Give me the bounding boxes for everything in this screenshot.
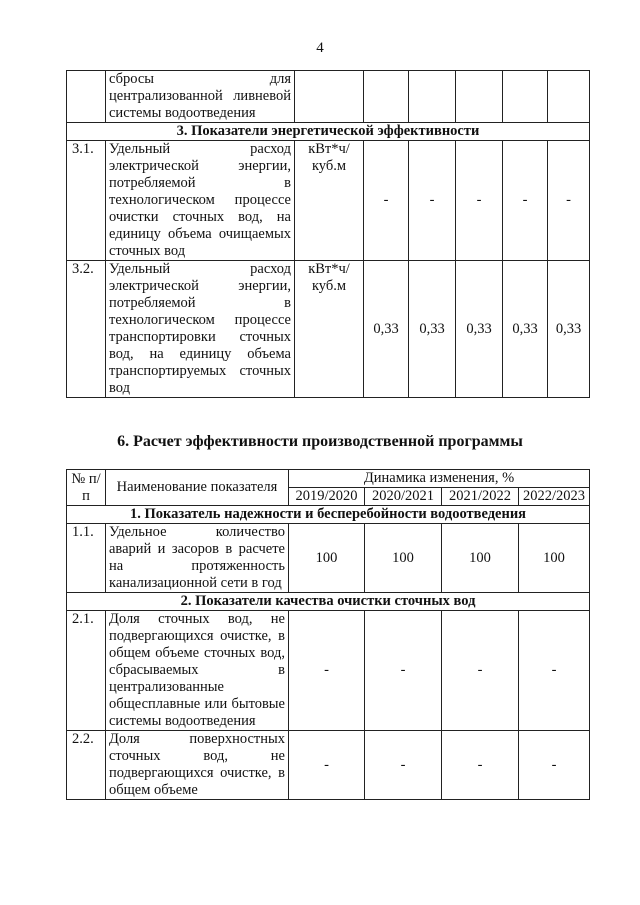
value-cell: - bbox=[442, 731, 519, 800]
table-row bbox=[67, 141, 590, 261]
row-number: 2.1. bbox=[67, 611, 106, 731]
indicator-name: Доля сточных вод, не подвергающихся очистке, в общем объеме сточных вод, сбрасываемых в централизованные общесплавные или бытовые системы водоотведения bbox=[106, 611, 289, 731]
value-cell: - bbox=[442, 611, 519, 731]
value-cell: 0,33 bbox=[364, 261, 409, 398]
indicator-name: сбросы для централизованной ливневой системы водоотведения bbox=[106, 71, 295, 123]
page-number: 4 bbox=[316, 40, 324, 56]
value-cell: - bbox=[409, 141, 456, 261]
value-cell: 100 bbox=[289, 524, 365, 593]
indicator-name: Доля поверхностных сточных вод, не подвергающихся очистке, в общем объеме bbox=[106, 731, 289, 800]
table-row bbox=[67, 524, 590, 593]
year-header: 2021/2022 bbox=[442, 488, 519, 506]
row-number bbox=[67, 71, 106, 123]
section-title: 1. Показатель надежности и бесперебойности водоотведения bbox=[67, 506, 590, 524]
header-row bbox=[67, 470, 590, 488]
year-header: 2020/2021 bbox=[365, 488, 442, 506]
year-header: 2019/2020 bbox=[289, 488, 365, 506]
value-cell: - bbox=[519, 731, 590, 800]
value-cell bbox=[503, 71, 548, 123]
unit-cell: кВт*ч/куб.м bbox=[295, 141, 364, 261]
unit-cell: кВт*ч/куб.м bbox=[295, 261, 364, 398]
row-number: 2.2. bbox=[67, 731, 106, 800]
value-cell: 100 bbox=[519, 524, 590, 593]
indicator-name: Удельный расход электрической энергии, потребляемой в технологическом процессе транспортировки сточных вод, на единицу объема транспортируемых сточных вод bbox=[106, 261, 295, 398]
value-cell: - bbox=[289, 731, 365, 800]
name-header: Наименование показателя bbox=[106, 470, 289, 506]
value-cell: - bbox=[365, 611, 442, 731]
section-title: 3. Показатели энергетической эффективности bbox=[67, 123, 590, 141]
value-cell: 100 bbox=[442, 524, 519, 593]
row-number: 3.1. bbox=[67, 141, 106, 261]
table-row bbox=[67, 611, 590, 731]
dynamics-header: Динамика изменения, % bbox=[289, 470, 590, 488]
value-cell bbox=[364, 71, 409, 123]
value-cell: - bbox=[364, 141, 409, 261]
unit-cell bbox=[295, 71, 364, 123]
value-cell bbox=[456, 71, 503, 123]
value-cell: - bbox=[548, 141, 590, 261]
efficiency-table bbox=[66, 469, 590, 800]
row-number: 3.2. bbox=[67, 261, 106, 398]
value-cell: - bbox=[519, 611, 590, 731]
indicators-table-continued bbox=[66, 70, 590, 398]
section-title: 2. Показатели качества очистки сточных вод bbox=[67, 593, 590, 611]
section-row bbox=[67, 123, 590, 141]
table-row bbox=[67, 261, 590, 398]
value-cell: 100 bbox=[365, 524, 442, 593]
num-header: № п/п bbox=[67, 470, 106, 506]
value-cell: - bbox=[365, 731, 442, 800]
table-row bbox=[67, 731, 590, 800]
section-heading: 6. Расчет эффективности производственной программы bbox=[117, 433, 523, 450]
value-cell: 0,33 bbox=[456, 261, 503, 398]
table-row bbox=[67, 71, 590, 123]
value-cell: - bbox=[289, 611, 365, 731]
section-row bbox=[67, 506, 590, 524]
value-cell: 0,33 bbox=[503, 261, 548, 398]
row-number: 1.1. bbox=[67, 524, 106, 593]
value-cell: - bbox=[456, 141, 503, 261]
indicator-name: Удельный расход электрической энергии, потребляемой в технологическом процессе очистки сточных вод, на единицу объема очищаемых сточных вод bbox=[106, 141, 295, 261]
value-cell: 0,33 bbox=[548, 261, 590, 398]
year-header: 2022/2023 bbox=[519, 488, 590, 506]
value-cell: - bbox=[503, 141, 548, 261]
section-row bbox=[67, 593, 590, 611]
value-cell bbox=[409, 71, 456, 123]
value-cell: 0,33 bbox=[409, 261, 456, 398]
value-cell bbox=[548, 71, 590, 123]
indicator-name: Удельное количество аварий и засоров в расчете на протяженность канализационной сети в год bbox=[106, 524, 289, 593]
